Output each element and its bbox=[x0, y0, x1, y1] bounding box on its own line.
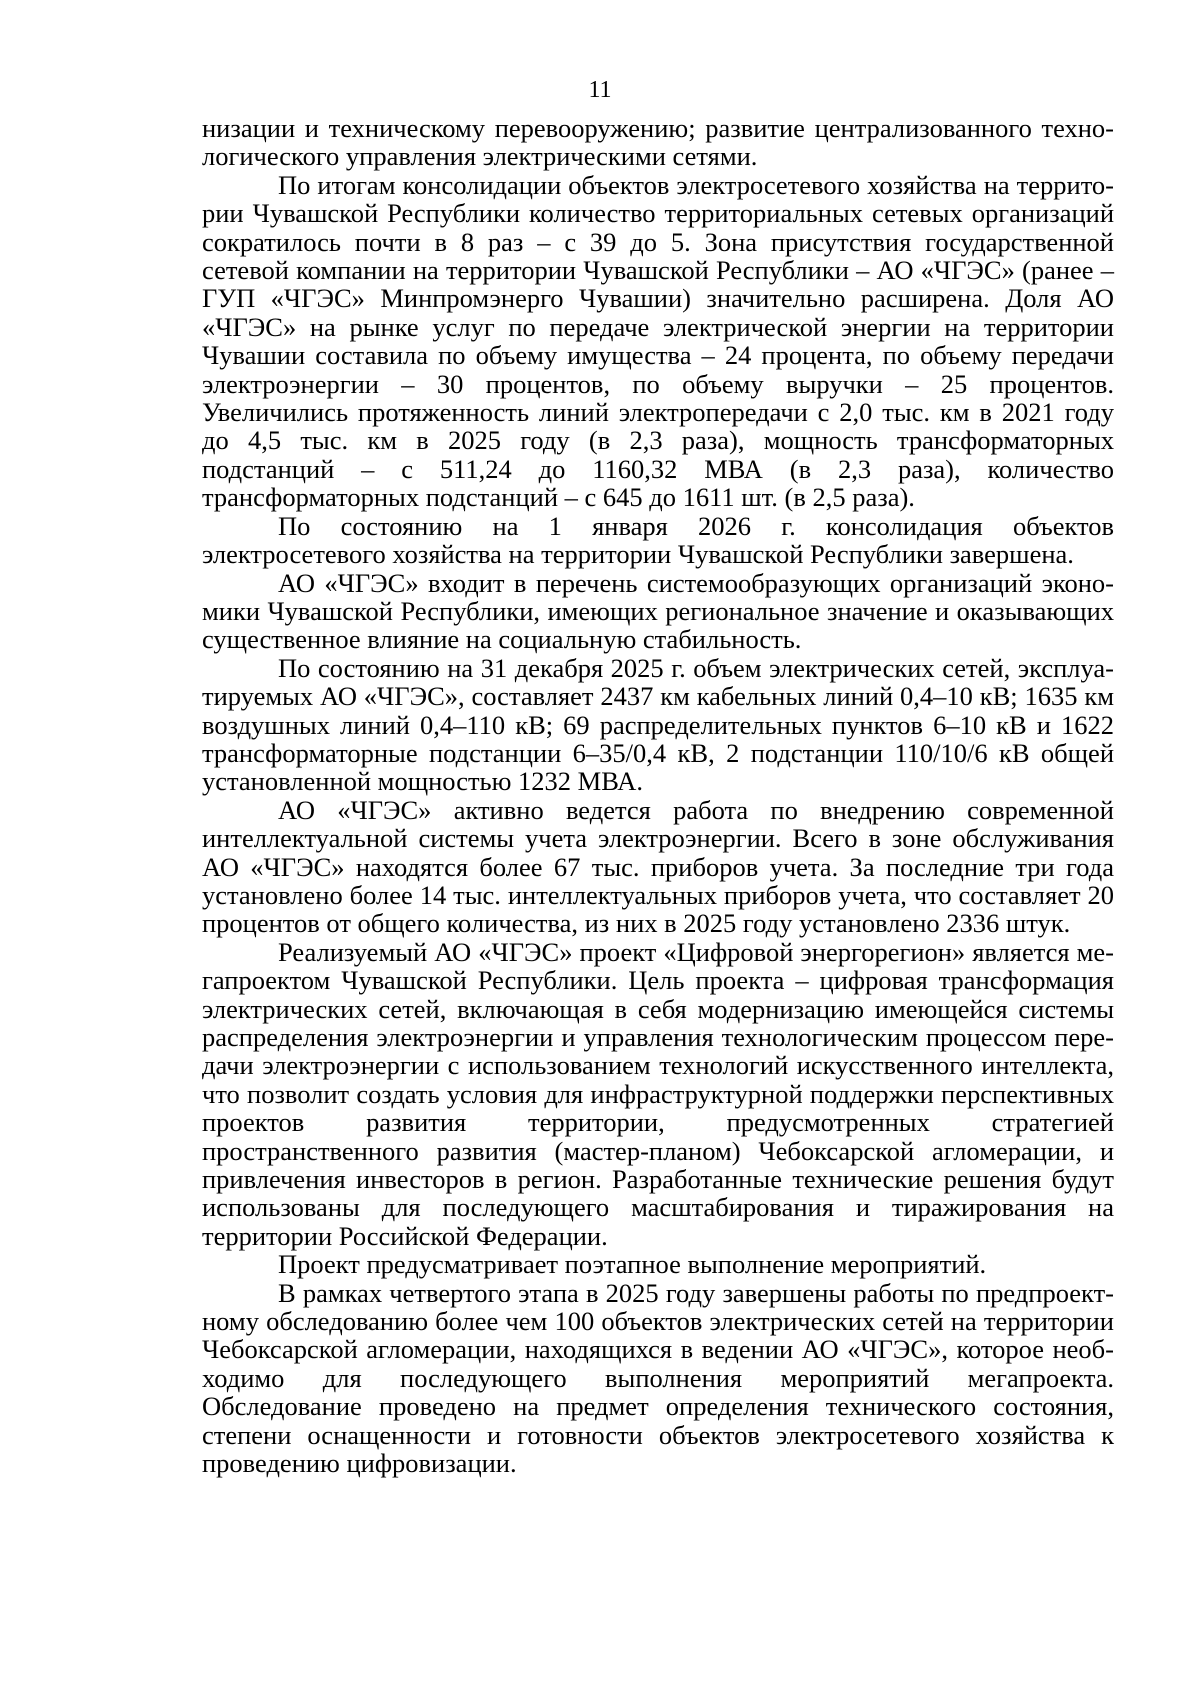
paragraph-digital-energy-region: Реализуемый АО «ЧГЭС» проект «Цифровой энергорегион» является мегапроектом Чувашской Республики. Цель проекта – цифровая трансформация электрических сетей, включающая в себя модернизацию имеющейся системы распределения электроэнергии и управления технологическим процессом передачи электроэнергии с использованием технологий искусственного интеллекта, что позволит создать условия для инфраструктурной поддержки перспективных проектов развития территории, предусмотренных стратегией пространственного развития (мастер-планом) Чебоксарской агломерации, и привлечения инвесторов в регион. Разработанные технические решения будут использованы для последующего масштабирования и тиражирования на территории Российской Федерации. bbox=[202, 936, 1114, 1251]
paragraph-project-stages: Проект предусматривает поэтапное выполнение мероприятий. bbox=[278, 1249, 987, 1280]
document-body bbox=[202, 114, 1114, 1478]
page-number: 11 bbox=[588, 77, 612, 103]
paragraph-network-volume: По состоянию на 31 декабря 2025 г. объем электрических сетей, эксплуатируемых АО «ЧГЭС», составляет 2437 км кабельных линий 0,4–10 кВ; 1635 км воздушных линий 0,4–110 кВ; 69 распределительных пунктов 6–10 кВ и 1622 трансформаторные подстанции 6–35/0,4 кВ, 2 подстанции 110/10/6 кВ общей установленной мощностью 1232 МВА. bbox=[202, 652, 1114, 797]
paragraph-continuation: низации и техническому перевооружению; развитие централизованного технологического управления электрическими сетями. bbox=[202, 113, 1114, 172]
paragraph-consolidation-results: По итогам консолидации объектов электросетевого хозяйства на территории Чувашской Республики количество территориальных сетевых организаций сократилось почти в 8 раз – с 39 до 5. Зона присутствия государственной сетевой компании на территории Чувашской Республики – АО «ЧГЭС» (ранее – ГУП «ЧГЭС» Минпромэнерго Чувашии) значительно расширена. Доля АО «ЧГЭС» на рынке услуг по передаче электрической энергии на территории Чувашии составила по объему имущества – 24 процента, по объему передачи электроэнергии – 30 процентов, по объему выручки – 25 процентов. Увеличились протяженность линий электропередачи с 2,0 тыс. км в 2021 году до 4,5 тыс. км в 2025 году (в 2,3 раза), мощность трансформаторных подстанций – с 511,24 до 1160,32 МВА (в 2,3 раза), количество трансформаторных подстанций – с 645 до 1611 шт. (в 2,5 раза). bbox=[202, 169, 1114, 513]
paragraph-fourth-stage: В рамках четвертого этапа в 2025 году завершены работы по предпроектному обследованию более чем 100 объектов электрических сетей на территории Чебоксарской агломерации, находящихся в ведении АО «ЧГЭС», которое необходимо для последующего выполнения мероприятий мегапроекта. Обследование проведено на предмет определения технического состояния, степени оснащенности и готовности объектов электросетевого хозяйства к проведению цифровизации. bbox=[202, 1277, 1114, 1479]
paragraph-metering-system: АО «ЧГЭС» активно ведется работа по внедрению современной интеллектуальной системы учета электроэнергии. Всего в зоне обслуживания АО «ЧГЭС» находятся более 67 тыс. приборов учета. За последние три года установлено более 14 тыс. интеллектуальных приборов учета, что составляет 20 процентов от общего количества, из них в 2025 году установлено 2336 штук. bbox=[202, 794, 1114, 939]
paragraph-consolidation-complete: По состоянию на 1 января 2026 г. консолидация объектов электросетевого хозяйства на территории Чувашской Республики завершена. bbox=[202, 510, 1114, 570]
paragraph-system-organization: АО «ЧГЭС» входит в перечень системообразующих организаций экономики Чувашской Республики, имеющих региональное значение и оказывающих существенное влияние на социальную стабильность. bbox=[202, 567, 1114, 655]
